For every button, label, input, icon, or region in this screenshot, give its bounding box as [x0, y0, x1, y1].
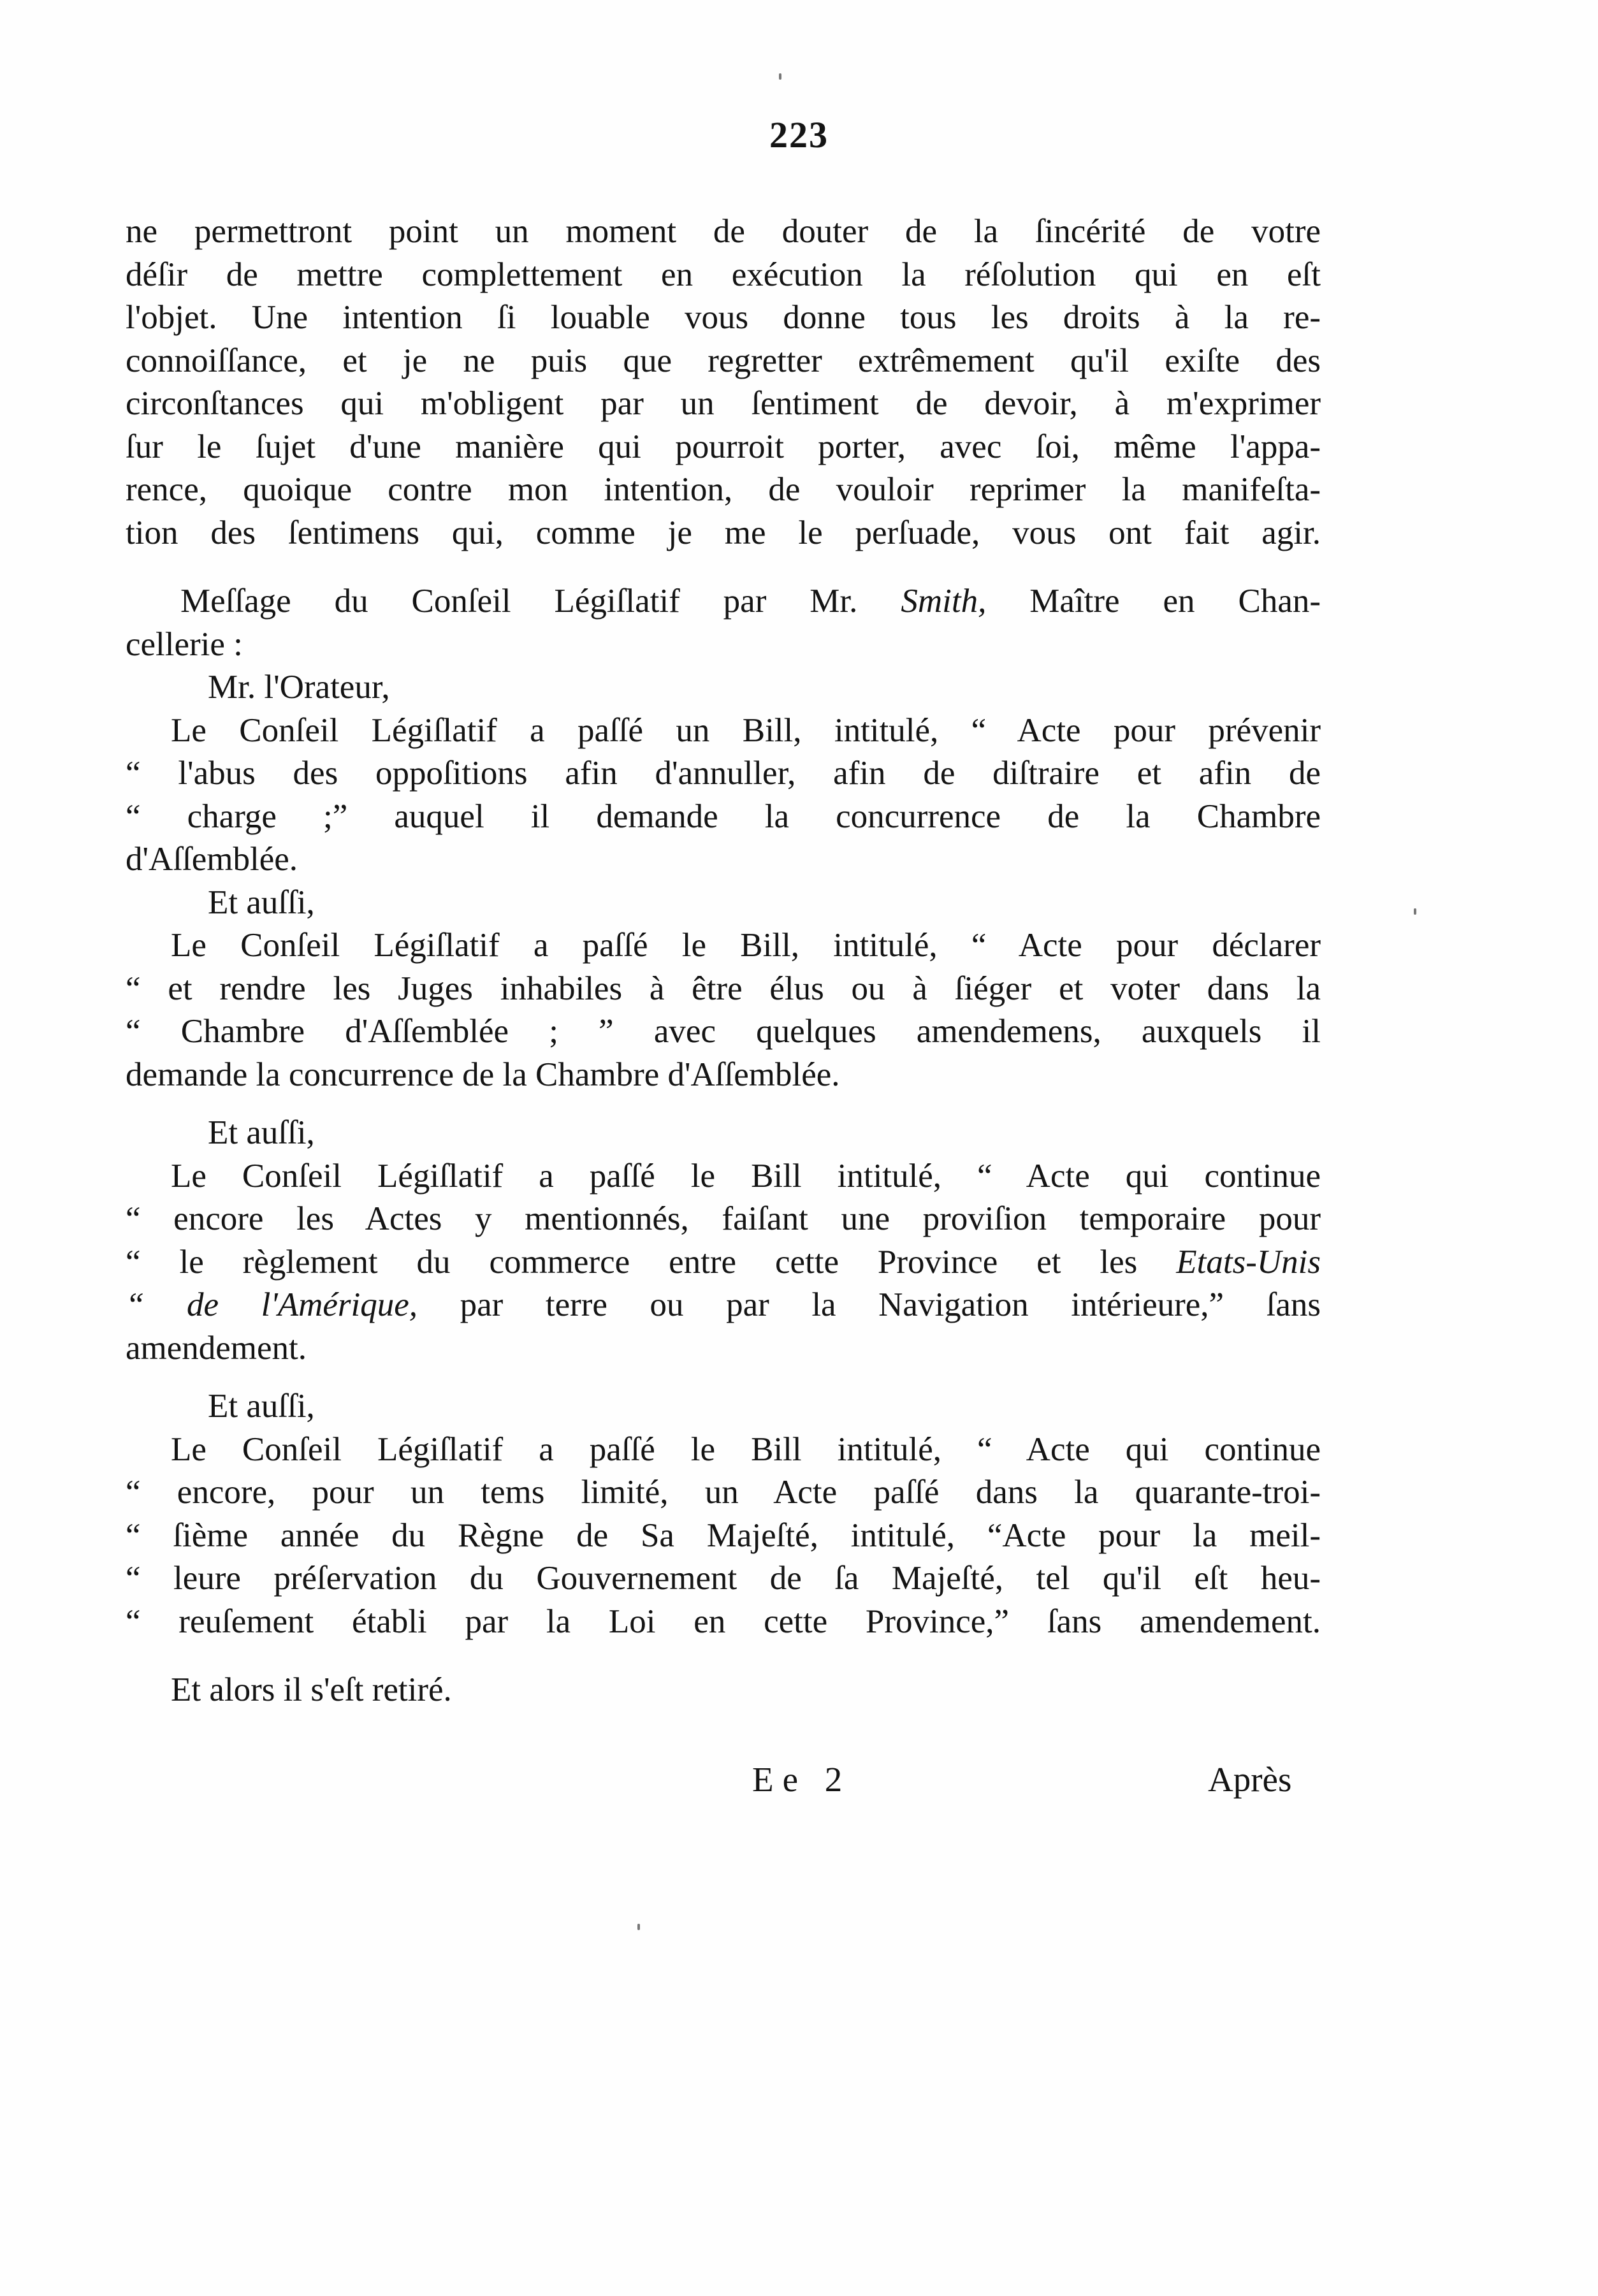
text-line: “ ſième année du Règne de Sa Majeſté, intitulé, “Acte pour la meil-	[126, 1516, 1321, 1554]
text-line: Le Conſeil Légiſlatif a paſſé le Bill intitulé, “ Acte qui continue	[171, 1157, 1321, 1195]
paragraph-reply-continuation	[126, 210, 1321, 555]
text-line: Meſſage du Conſeil Légiſlatif par Mr. Smith, Maître en Chan-	[180, 583, 1321, 620]
text-line: “ l'abus des oppoſitions afin d'annuller, afin de diſtraire et afin de	[126, 755, 1321, 792]
ink-speck	[779, 73, 781, 80]
text-line: cellerie :	[126, 625, 243, 663]
text-line: “ de l'Amérique, par terre ou par la Navigation intérieure,” ſans	[126, 1286, 1321, 1323]
signature-mark: Ee 2	[752, 1760, 852, 1799]
paragraph-bill-judges	[126, 924, 1321, 1096]
paragraph-bill-oppositions	[126, 709, 1321, 882]
text-line: amendement.	[126, 1329, 307, 1367]
text-line: “ et rendre les Juges inhabiles à être élus ou à ſiéger et voter dans la	[126, 970, 1321, 1007]
text-line: Le Conſeil Légiſlatif a paſſé le Bill, intitulé, “ Acte pour déclarer	[171, 927, 1321, 964]
text-line: “ leure préſervation du Gouvernement de ſa Majeſté, tel qu'il eſt heu-	[126, 1560, 1321, 1597]
text-line: rence, quoique contre mon intention, de vouloir reprimer la manifeſta-	[126, 471, 1321, 508]
text-line: “ charge ;” auquel il demande la concurrence de la Chambre	[126, 797, 1321, 835]
text-line: d'Aſſemblée.	[126, 841, 298, 878]
text-line: l'objet. Une intention ſi louable vous donne tous les droits à la re-	[126, 299, 1321, 336]
closing-line: Et alors il s'eſt retiré.	[171, 1671, 452, 1708]
text-line: “ le règlement du commerce entre cette Province et les Etats-Unis	[126, 1243, 1321, 1281]
ink-speck	[1414, 908, 1416, 915]
messenger-name: Smith,	[901, 583, 987, 620]
text-line: “ encore, pour un tems limité, un Acte paſſé dans la quarante-troi-	[126, 1474, 1321, 1511]
body-text	[126, 210, 1321, 1712]
text-line: connoiſſance, et je ne puis que regretter extrêmement qu'il exiſte des	[126, 342, 1321, 379]
page-number: 223	[769, 114, 829, 156]
message-intro	[126, 580, 1321, 666]
text-line: “ Chambre d'Aſſemblée ; ” avec quelques amendemens, auxquels il	[126, 1013, 1321, 1050]
salutation: Mr. l'Orateur,	[208, 669, 390, 706]
text-line: ne permettront point un moment de douter de la ſincérité de votre	[126, 213, 1321, 250]
text-line: ſur le ſujet d'une manière qui pourroit porter, avec ſoi, même l'appa-	[126, 428, 1321, 465]
et-aussi-heading: Et auſſi,	[208, 883, 315, 921]
text-line: demande la concurrence de la Chambre d'Aſſemblée.	[126, 1056, 840, 1093]
text-line: circonſtances qui m'obligent par un ſentiment de devoir, à m'exprimer	[126, 385, 1321, 422]
text-line: Le Conſeil Légiſlatif a paſſé le Bill intitulé, “ Acte qui continue	[171, 1430, 1321, 1468]
et-aussi-heading: Et auſſi,	[208, 1388, 315, 1425]
et-aussi-heading: Et auſſi,	[208, 1114, 315, 1151]
paragraph-bill-preservation	[126, 1428, 1321, 1644]
catchword: Après	[1208, 1760, 1292, 1799]
ink-speck	[637, 1924, 640, 1930]
paragraph-bill-commerce	[126, 1155, 1321, 1370]
text-line: déſir de mettre complettement en exécution la réſolution qui en eſt	[126, 256, 1321, 293]
text-line: “ encore les Actes y mentionnés, faiſant une proviſion temporaire pour	[126, 1200, 1321, 1237]
text-line: Le Conſeil Légiſlatif a paſſé un Bill, intitulé, “ Acte pour prévenir	[171, 711, 1321, 749]
text-line: “ reuſement établi par la Loi en cette Province,” ſans amendement.	[126, 1602, 1321, 1640]
text-line: tion des ſentimens qui, comme je me le perſuade, vous ont fait agir.	[126, 514, 1321, 551]
